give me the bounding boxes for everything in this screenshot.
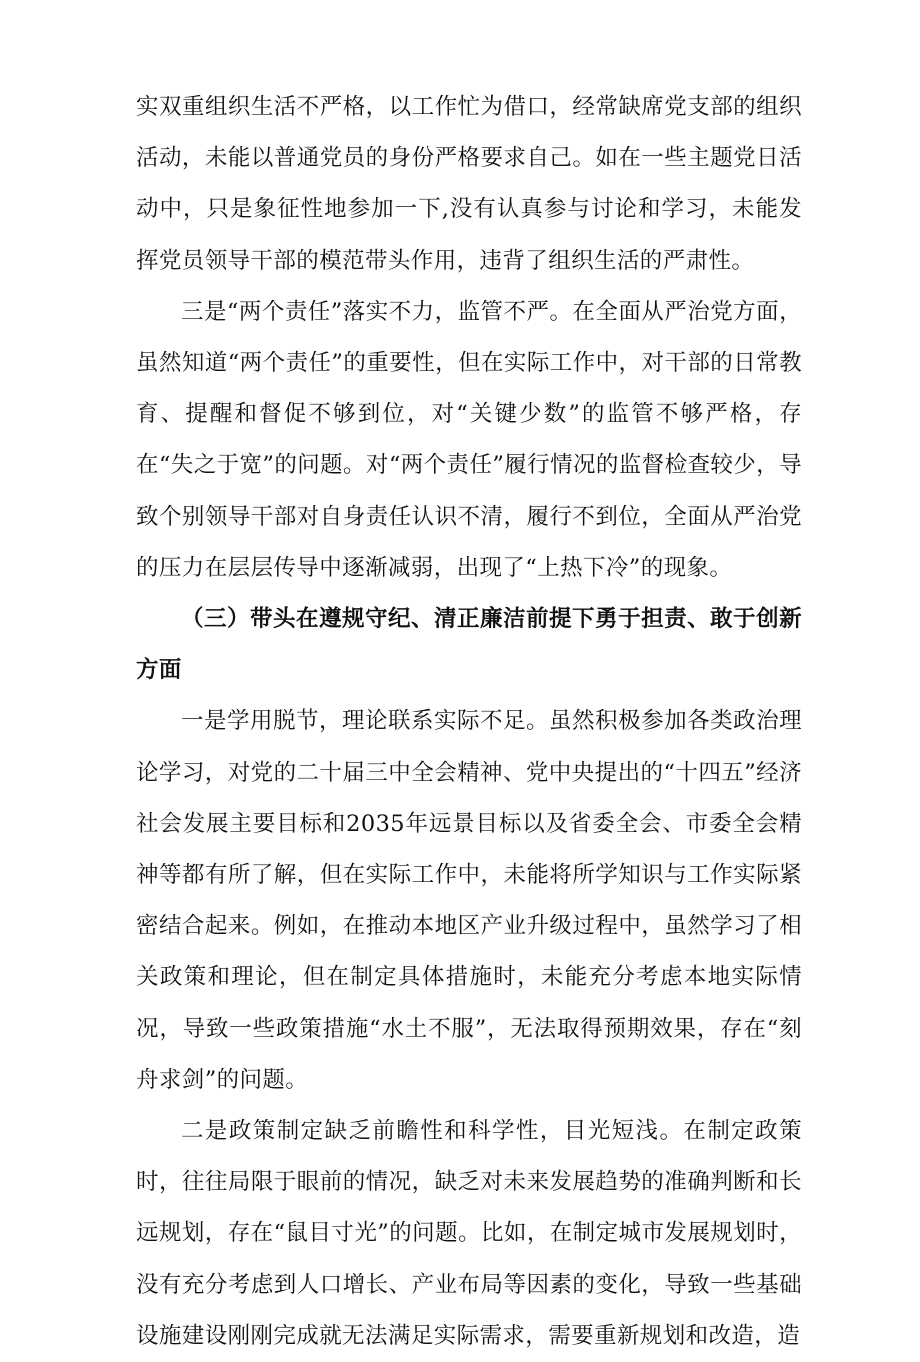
- paragraph-two-responsibilities: 三是“两个责任”落实不力，监管不严。在全面从严治党方面，虽然知道“两个责任”的重要性，但在实际工作中，对干部的日常教育、提醒和督促不够到位，对“关键少数”的监管不够严格，存在“失之于宽”的问题。对“两个责任”履行情况的监督检查较少，导致个别领导干部对自身责任认识不清，履行不到位，全面从严治党的压力在层层传导中逐渐减弱，出现了“上热下冷”的现象。: [136, 298, 802, 581]
- section-heading-3: （三）带头在遵规守纪、清正廉洁前提下勇于担责、敢于创新方面: [136, 606, 802, 684]
- paragraph-continuation: 实双重组织生活不严格，以工作忙为借口，经常缺席党支部的组织活动，未能以普通党员的身份严格要求自己。如在一些主题党日活动中，只是象征性地参加一下,没有认真参与讨论和学习，未能发挥党员领导干部的模范带头作用，违背了组织生活的严肃性。: [136, 94, 802, 274]
- paragraph-theory-practice: 一是学用脱节，理论联系实际不足。虽然积极参加各类政治理论学习，对党的二十届三中全会精神、党中央提出的“十四五”经济社会发展主要目标和2035年远景目标以及省委全会、市委全会精神等都有所了解，但在实际工作中，未能将所学知识与工作实际紧密结合起来。例如，在推动本地区产业升级过程中，虽然学习了相关政策和理论，但在制定具体措施时，未能充分考虑本地实际情况，导致一些政策措施“水土不服”，无法取得预期效果，存在“刻舟求剑”的问题。: [136, 708, 802, 1093]
- paragraph-policy-foresight: 二是政策制定缺乏前瞻性和科学性，目光短浅。在制定政策时，往往局限于眼前的情况，缺乏对未来发展趋势的准确判断和长远规划，存在“鼠目寸光”的问题。比如，在制定城市发展规划时，没有充分考虑到人口增长、产业布局等因素的变化，导致一些基础设施建设刚刚完成就无法满足实际需求，需要重新规划和改造，造: [136, 1118, 802, 1349]
